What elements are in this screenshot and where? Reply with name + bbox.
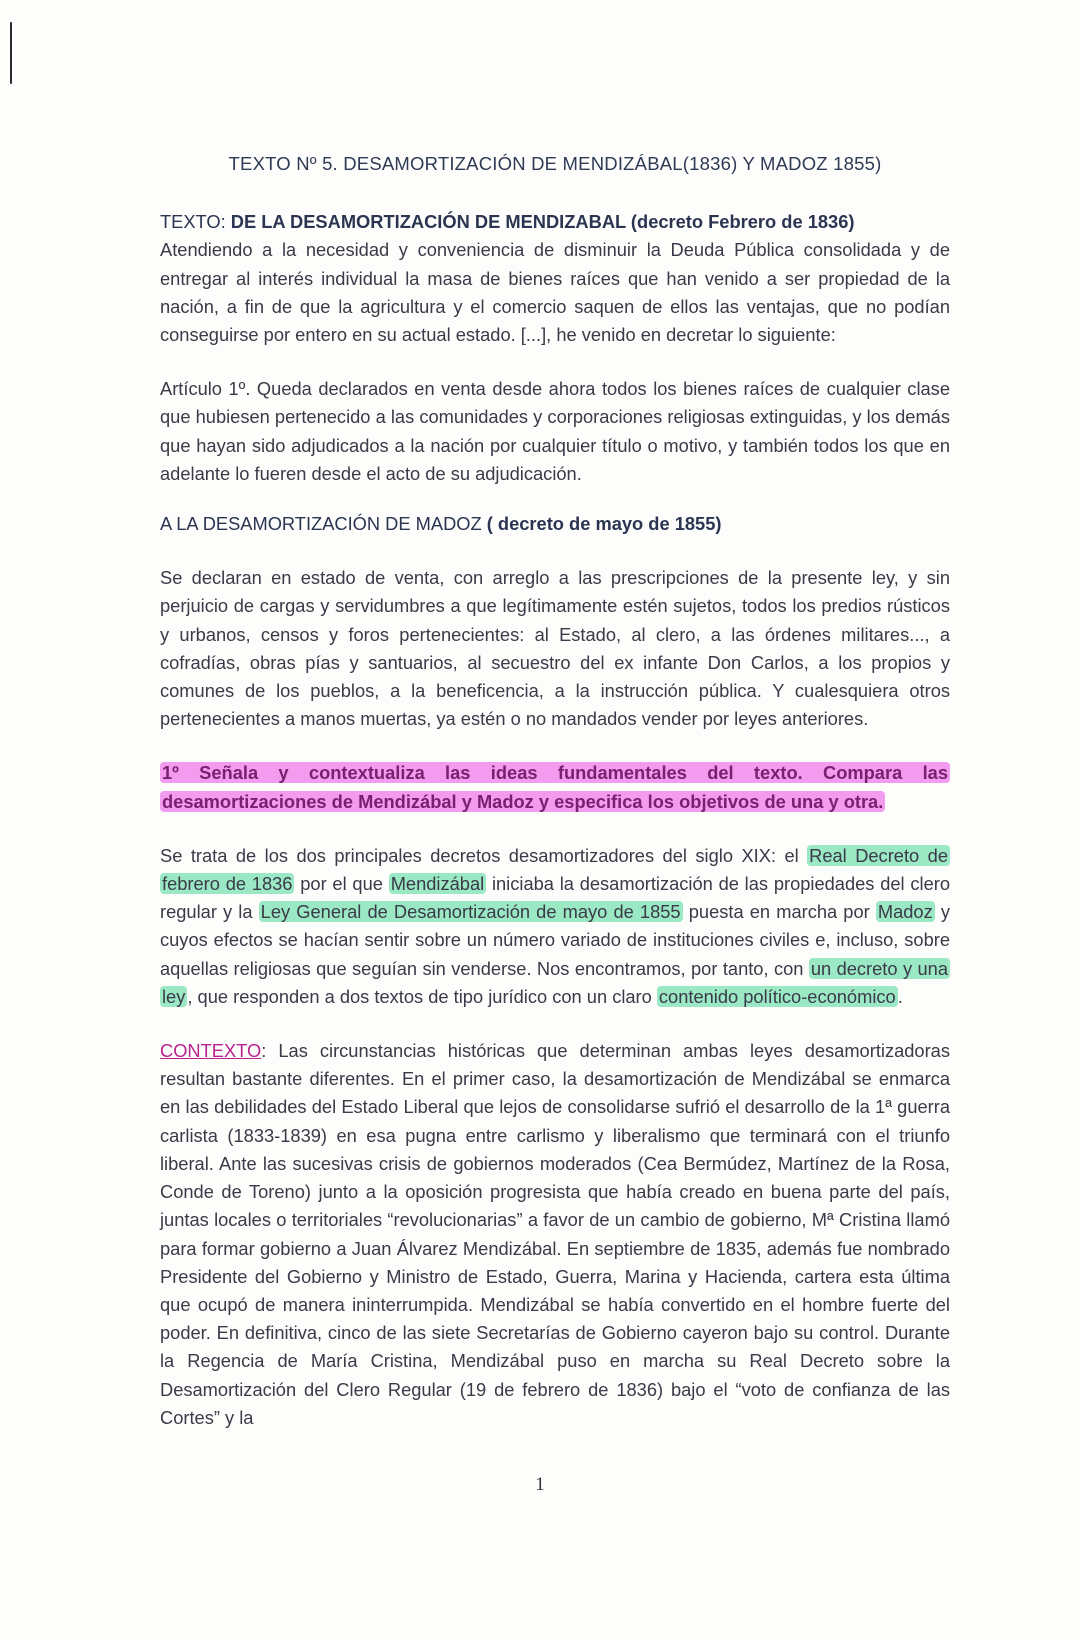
section1-heading-prefix: TEXTO: [160,211,231,233]
context-paragraph [160,1037,950,1432]
answer-text-4: puesta en marcha por [682,901,876,923]
answer-highlight-5: un decreto y una ley [162,957,948,1007]
context-label: CONTEXTO [160,1040,262,1062]
section1-article: Artículo 1º. Queda declarados en venta desde ahora todos los bienes raíces de cualquier clase que hubiesen pertenecido a las comunidades y corporaciones religiosas extinguidas, y los demás que hayan sido adjudicados a la nación por cualquier título o motivo, y también todos los que en adelante lo fueren desde el acto de su adjudicación. [160,378,950,484]
answer-highlight-3: Ley General de Desamortización de mayo de 1855 [260,901,681,923]
answer-highlight-1: Real Decreto de febrero de 1836 [162,844,948,895]
section2-heading [160,510,950,538]
section2-paragraph: Se declaran en estado de venta, con arreglo a las prescripciones de la presente ley, y sin perjuicio de cargas y servidumbres a que legítimamente estén sujetos, todos los predios rústicos y urbanos, censos y foros pertenecientes: al Estado, al clero, a las órdenes militares..., a cofradías, obras pías y santuarios, al secuestro del ex infante Don Carlos, a los propios y comunes de los pueblos, a la beneficencia, a la instrucción pública. Y cualesquiera otros pertenecientes a manos muertas, ya estén o no mandados vender por leyes anteriores. [160,567,950,730]
answer-highlight-6: contenido político-económico [658,985,896,1007]
section1-paragraph: Atendiendo a la necesidad y conveniencia de disminuir la Deuda Pública consolidada y de entregar al interés individual la masa de bienes raíces que han venido a ser propiedad de la nación, a fin de que la agricultura y el comercio saquen de ellos las ventajas, que no podían conseguirse por entero en su actual estado. [...], he venido en decretar lo siguiente: [160,239,950,346]
answer-highlight-4: Madoz [877,901,933,923]
question-highlight: 1º Señala y contextualiza las ideas fundamentales del texto. Compara las desamortizaciones de Mendizábal y Madoz y especifica los objetivos de una y otra. [162,762,948,812]
section1-heading [160,208,950,236]
section1-heading-bold: DE LA DESAMORTIZACIÓN DE MENDIZABAL (decreto Febrero de 1836) [230,211,855,233]
section2-heading-prefix: A LA DESAMORTIZACIÓN DE MADOZ [160,513,482,535]
section2-heading-bold: ( decreto de mayo de 1855) [481,513,722,535]
answer-text-2: por el que [294,873,389,895]
document-page [160,150,950,1432]
answer-text-6: , que responden a dos textos de tipo jurídico con un claro [187,985,657,1007]
answer-text-7: . [897,985,903,1007]
answer-text-1: Se trata de los dos principales decretos desamortizadores del siglo XIX: el [160,844,808,866]
page-number: 1 [535,1474,545,1495]
answer-text-3: iniciaba la desamortización de las propiedades del clero regular y la [160,873,950,923]
question [160,759,950,815]
answer-paragraph [160,842,950,1011]
answer-text-5: y cuyos efectos se hacían sentir sobre un número variado de instituciones civiles e, incluso, sobre aquellas religiosas que seguían sin venderse. Nos encontramos, por tanto, con [160,901,951,979]
page-edge-mark [10,22,12,84]
document-title: TEXTO Nº 5. DESAMORTIZACIÓN DE MENDIZÁBAL(1836) Y MADOZ 1855) [228,153,882,174]
answer-highlight-2: Mendizábal [390,873,485,895]
context-text: : Las circunstancias históricas que determinan ambas leyes desamortizadoras resultan bastante diferentes. En el primer caso, la desamortización de Mendizábal se enmarca en las debilidades del Estado Liberal que lejos de consolidarse sufrió el desarrollo de la 1ª guerra carlista (1833-1839) en esa pugna entre carlismo y liberalismo que terminará con el triunfo liberal. Ante las sucesivas crisis de gobiernos moderados (Cea Bermúdez, Martínez de la Rosa, Conde de Toreno) junto a la oposición progresista que había creado en buena parte del país, juntas locales o territoriales “revolucionarias” a favor de un cambio de gobierno, Mª Cristina llamó para formar gobierno a Juan Álvarez Mendizábal. En septiembre de 1835, además fue nombrado Presidente del Gobierno y Ministro de Estado, Guerra, Marina y Hacienda, cartera esta última que ocupó de manera ininterrumpida. Mendizábal se había convertido en el hombre fuerte del poder. En definitiva, cinco de las siete Secretarías de Gobierno cayeron bajo su control. Durante la Regencia de María Cristina, Mendizábal puso en marcha su Real Decreto sobre la Desamortización del Clero Regular (19 de febrero de 1836) bajo el “voto de confianza de las Cortes” y la [160,1040,950,1428]
